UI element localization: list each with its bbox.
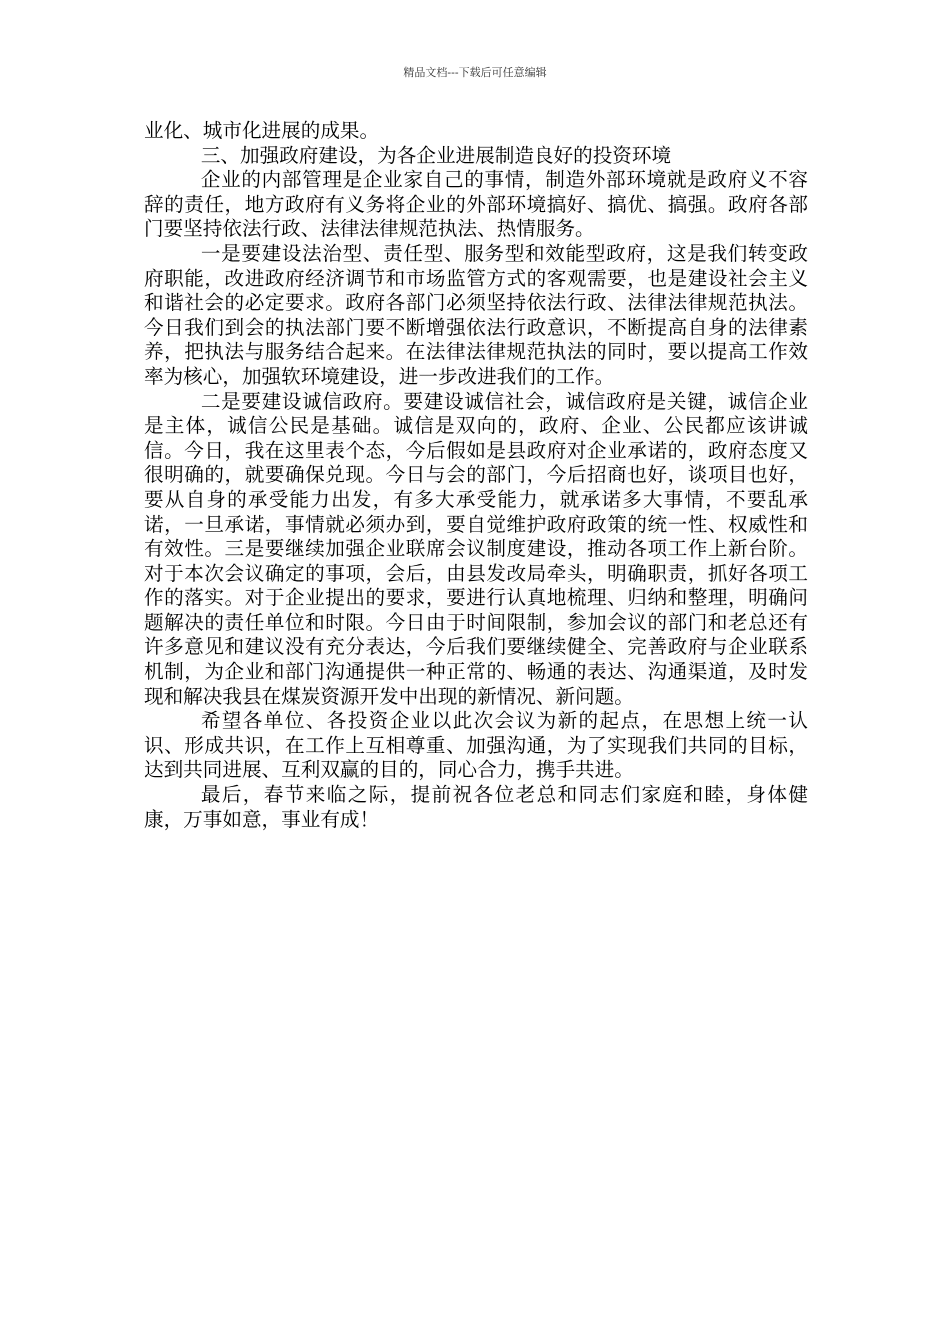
paragraph: 希望各单位、各投资企业以此次会议为新的起点，在思想上统一认识、形成共识，在工作上互相尊重、加强沟通，为了实现我们共同的目标，达到共同进展、互利双赢的目的，同心合力，携手共进。 <box>144 709 808 782</box>
paragraph-continuation: 业化、城市化进展的成果。 <box>144 119 380 142</box>
paragraph-closing: 最后，春节来临之际，提前祝各位老总和同志们家庭和睦，身体健康，万事如意，事业有成！ <box>144 783 808 831</box>
page-header-watermark: 精品文档---下载后可任意编辑 <box>403 66 547 79</box>
paragraph: 企业的内部管理是企业家自己的事情，制造外部环境就是政府义不容辞的责任，地方政府有义务将企业的外部环境搞好、搞优、搞强。政府各部门要坚持依法行政、法律法律规范执法、热情服务。 <box>144 168 808 241</box>
paragraph: 二是要建设诚信政府。要建设诚信社会，诚信政府是关键，诚信企业是主体，诚信公民是基础。诚信是双向的，政府、企业、公民都应该讲诚信。今日，我在这里表个态，今后假如是县政府对企业承诺的，政府态度又很明确的，就要确保兑现。今日与会的部门，今后招商也好，谈项目也好，要从自身的承受能力出发，有多大承受能力，就承诺多大事情，不要乱承诺，一旦承诺，事情就必须办到，要自觉维护政府政策的统一性、权威性和有效性。三是要继续加强企业联席会议制度建设，推动各项工作上新台阶。对于本次会议确定的事项，会后，由县发改局牵头，明确职责，抓好各项工作的落实。对于企业提出的要求，要进行认真地梳理、归纳和整理，明确问题解决的责任单位和时限。今日由于时间限制，参加会议的部门和老总还有许多意见和建议没有充分表达，今后我们要继续健全、完善政府与企业联系机制，为企业和部门沟通提供一种正常的、畅通的表达、沟通渠道，及时发现和解决我县在煤炭资源开发中出现的新情况、新问题。 <box>144 389 808 708</box>
section-heading: 三、加强政府建设，为各企业进展制造良好的投资环境 <box>200 143 672 167</box>
paragraph: 一是要建设法治型、责任型、服务型和效能型政府，这是我们转变政府职能，改进政府经济调节和市场监管方式的客观需要，也是建设社会主义和谐社会的必定要求。政府各部门必须坚持依法行政、法律法律规范执法。今日我们到会的执法部门要不断增强依法行政意识，不断提高自身的法律素养，把执法与服务结合起来。在法律法律规范执法的同时，要以提高工作效率为核心，加强软环境建设，进一步改进我们的工作。 <box>144 241 808 388</box>
document-body <box>144 119 808 832</box>
